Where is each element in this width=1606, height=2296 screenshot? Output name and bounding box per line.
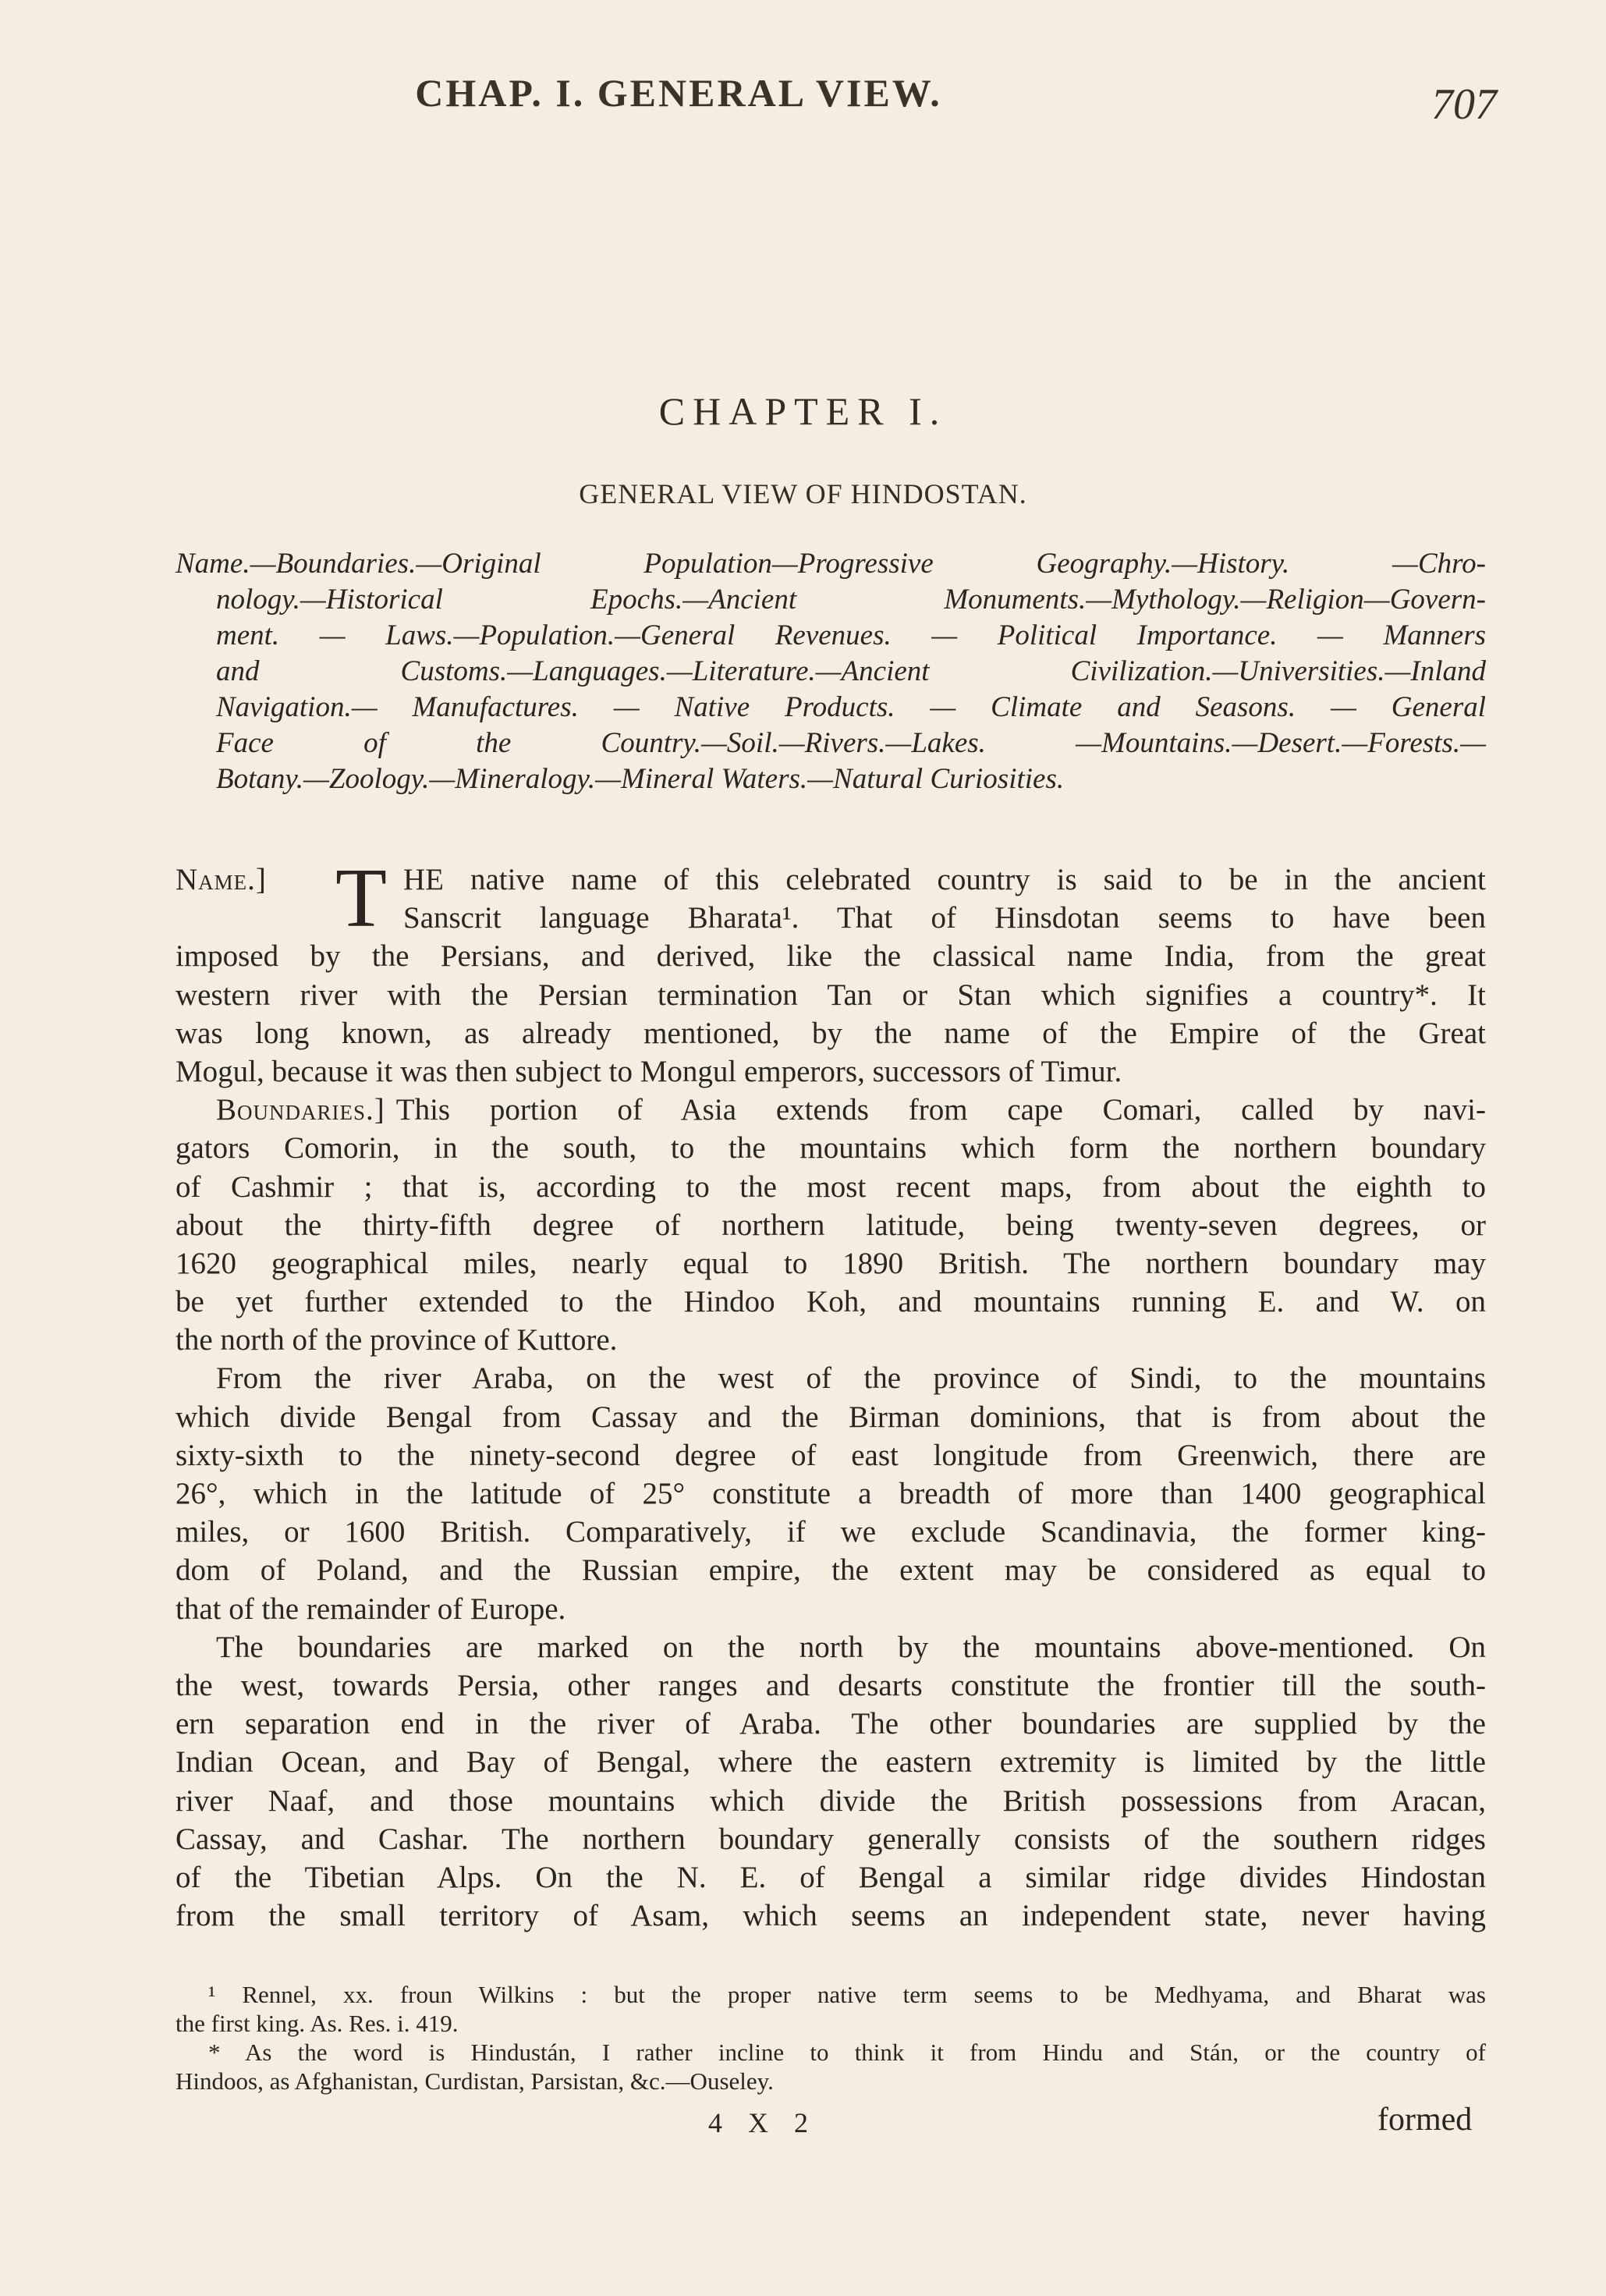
contents-line: Name.—Boundaries.—Original Population—Progressive Geography.—History. —Chro- [175,548,1486,580]
text-line: miles, or 1600 British. Comparatively, if we exclude Scandinavia, the former king- [175,1515,1486,1549]
drop-cap: T [335,852,387,945]
catchword: formed [1377,2102,1473,2138]
contents-line: ment. — Laws.—Population.—General Revenues. — Political Importance. — Manners [216,619,1486,651]
contents-line: Botany.—Zoology.—Mineralogy.—Mineral Waters.—Natural Curiosities. [216,763,1065,795]
sidenote-boundaries: Boundaries.] [216,1093,385,1127]
text-line: of Cashmir ; that is, according to the most recent maps, from about the eighth to [175,1169,1486,1204]
text-line: be yet further extended to the Hindoo Koh, and mountains running E. and W. on [175,1285,1486,1319]
footnotes [175,1980,1486,2095]
text-line-content: This portion of Asia extends from cape Comari, called by navi- [395,1093,1486,1127]
sidenote-name: Name.] [175,863,267,896]
contents-line: and Customs.—Languages.—Literature.—Ancient Civilization.—Universities.—Inland [216,655,1486,687]
text-line: Cassay, and Cashar. The northern boundary generally consists of the southern ridges [175,1822,1486,1856]
chapter-contents [175,546,1486,797]
text-line: imposed by the Persians, and derived, like the classical name India, from the great [175,939,1486,974]
page-number: 707 [1431,80,1497,129]
running-head: CHAP. I. GENERAL VIEW. [415,71,942,115]
text-line: which divide Bengal from Cassay and the Birman dominions, that is from about the [175,1400,1486,1434]
chapter-subtitle: GENERAL VIEW OF HINDOSTAN. [579,478,1027,509]
text-line [175,1091,1486,1129]
contents-line: Navigation.— Manufactures. — Native Products. — Climate and Seasons. — General [216,691,1486,723]
chapter-title: CHAPTER I. [658,389,948,433]
text-line: that of the remainder of Europe. [175,1592,566,1626]
footnote-line: * As the word is Hindustán, I rather incline to think it from Hindu and Stán, or the country of [208,2039,1486,2066]
text-line: river Naaf, and those mountains which divide the British possessions from Aracan, [175,1783,1486,1818]
body-text [175,861,1486,1935]
text-line: ern separation end in the river of Araba. The other boundaries are supplied by the [175,1707,1486,1741]
text-line: 1620 geographical miles, nearly equal to 1890 British. The northern boundary may [175,1246,1486,1280]
text-line: Indian Ocean, and Bay of Bengal, where the eastern extremity is limited by the little [175,1745,1486,1780]
text-line: the west, towards Persia, other ranges and desarts constitute the frontier till the south- [175,1668,1486,1702]
text-line [175,861,1486,899]
text-line: The boundaries are marked on the north by the mountains above-mentioned. On [216,1630,1486,1664]
text-line: 26°, which in the latitude of 25° constitute a breadth of more than 1400 geographical [175,1477,1486,1510]
text-line: gators Comorin, in the south, to the mountains which form the northern boundary [175,1131,1486,1166]
footnote-line: ¹ Rennel, xx. froun Wilkins : but the proper native term seems to be Medhyama, and Bharat was [208,1981,1486,2008]
contents-line: Face of the Country.—Soil.—Rivers.—Lakes. —Mountains.—Desert.—Forests.— [216,727,1486,759]
text-line: about the thirty-fifth degree of northern latitude, being twenty-seven degrees, or [175,1208,1486,1242]
text-line-content: HE native name of this celebrated country is said to be in the ancient [403,863,1486,896]
text-line: from the small territory of Asam, which seems an independent state, never having [175,1899,1486,1933]
text-line: From the river Araba, on the west of the province of Sindi, to the mountains [216,1361,1486,1396]
signature-mark: 4 X 2 [708,2107,817,2138]
text-line: Mogul, because it was then subject to Mongul emperors, successors of Timur. [175,1054,1122,1088]
text-line: dom of Poland, and the Russian empire, the extent may be considered as equal to [175,1553,1486,1588]
text-line: Sanscrit language Bharata¹. That of Hinsdotan seems to have been [403,901,1486,935]
footnote-line: the first king. As. Res. i. 419. [175,2010,459,2037]
footnote-line: Hindoos, as Afghanistan, Curdistan, Parsistan, &c.—Ouseley. [175,2067,774,2095]
text-line: of the Tibetian Alps. On the N. E. of Bengal a similar ridge divides Hindostan [175,1860,1486,1894]
contents-line: nology.—Historical Epochs.—Ancient Monuments.—Mythology.—Religion—Govern- [216,584,1486,616]
text-line: the north of the province of Kuttore. [175,1323,618,1357]
text-line: western river with the Persian termination Tan or Stan which signifies a country*. It [175,978,1486,1012]
text-line: was long known, as already mentioned, by the name of the Empire of the Great [175,1016,1486,1050]
text-line: sixty-sixth to the ninety-second degree of east longitude from Greenwich, there are [175,1438,1486,1472]
